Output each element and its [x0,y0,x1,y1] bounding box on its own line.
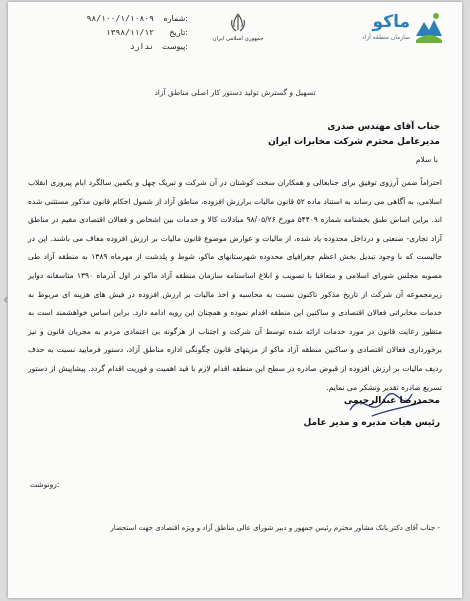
cc-label: :رونوشت [30,480,60,489]
signer-name: محمدرضا عبدالرحیمی [343,396,440,406]
emblem-caption: جمهوری اسلامی ایران [212,36,264,42]
meta-number-label: :شماره [163,14,188,23]
emblem-icon [228,12,248,34]
logo-subtitle: سازمان منطقه آزاد [361,34,410,41]
letter-body: احتراماً ضمن آرزوی توفیق برای جنابعالی و همکاران سخت کوشتان در آن شرکت و تبریک چهل و یکمین سالگرد ایام پیروزی انقلاب اسلامی، به آگاهی می رساند به استناد ماده ۵۲ قانون مالیات برارزش افزوده، مناطق آزاد از شمول احکام قانون مذکور مستثنی شده اند. براین اساس طبق بخشنامه شماره ۵۴۴۰۹ مورخ ۹۸/۰۵/۲۶ مبادلات کالا و خدمات بین اشخاص و فعالان اقتصادی مقیم در مناطق آزاد تجاری- صنعتی و درداخل محدوده یاد شده، از مالیات و عوارض موضوع قانون مالیات بر ارزش افزوده معاف می باشند. این در حالیست که با وجود تبدیل بخش اعظم جغرافیای محدوده شهرستانهای ماکو، شوط و پلدشت از مهرماه ۱۳۸۹ به منطقه آزاد طی مصوبه مجلس شورای اسلامی و متعاقبا با تصویب و ابلاغ اساسنامه سازمان منطقه آزاد ماکو در اول آذرماه ۱۳۹۰ متاسفانه دوایر زیرمجموعه آن شرکت از تاریخ مذکور تاکنون نسبت به محاسبه و اخذ مالیات بر ارزش افزوده در فیش های هزینه ای مربوط به خدمات مخابراتی فعالان اقتصادی و ساکنین این منطقه اقدام نموده و همچنان این رویه ادامه دارد. براین اساس خواهشمند است به منظور رعایت قانون در مورد خدمات ارائه شده توسط آن شرکت و اجتناب از هرگونه بی اعتمادی مردم به مجریان قانون و نیز برخورداری فعالان اقتصادی و ساکنین منطقه آزاد ماکو از مزیتهای قانون چگونگی اداره مناطق آزاد، دستور فرمایید نسبت به حذف ردیف مالیات بر ارزش افزوده از قبوض صادره در سطح این منطقه اقدام لازم با قید اهمیت و فوریت اقدام گردد. پیشاپیش از دستور تسریع صادره تقدیر وتشکر می نمایم. [28,178,442,392]
greeting: با سلام [415,155,438,164]
meta-number-value: ۹۸/۱۰۰/۱/۱۰۸۰۹ [86,14,154,23]
meta-date-value: ۱۳۹۸/۱۱/۱۲ [105,28,154,37]
letter-meta [38,14,188,56]
national-emblem [212,12,264,52]
meta-number [38,14,188,28]
signer-title: رئیس هیات مدیره و مدیر عامل [303,418,440,428]
meta-date-label: :تاریخ [169,28,188,37]
letter-subject: تسهیل و گسترش تولید دستور کار اصلی مناطق آزاد [154,88,316,97]
recipient-block [30,120,440,150]
meta-date [38,28,188,42]
recipient-name: جناب آقای مهندس صدری [327,122,440,132]
mako-logo [338,8,448,52]
meta-attachment-label: :پیوست [161,42,188,51]
meta-attachment [38,42,188,56]
cc-recipient: - جناب آقای دکتر بانک مشاور محترم رئیس جمهور و دبیر شورای عالی مناطق آزاد و ویژه اقتصادی جهت استحضار [110,524,440,532]
chevron-left-icon[interactable]: ‹ [3,292,9,308]
letter-page [8,2,462,598]
meta-attachment-value: ندارد [129,42,154,51]
logo-name: ماکو [372,12,410,32]
recipient-position: مدیرعامل محترم شرکت مخابرات ایران [268,137,440,147]
signer-block [304,390,441,434]
mako-logo-icon [414,10,444,44]
